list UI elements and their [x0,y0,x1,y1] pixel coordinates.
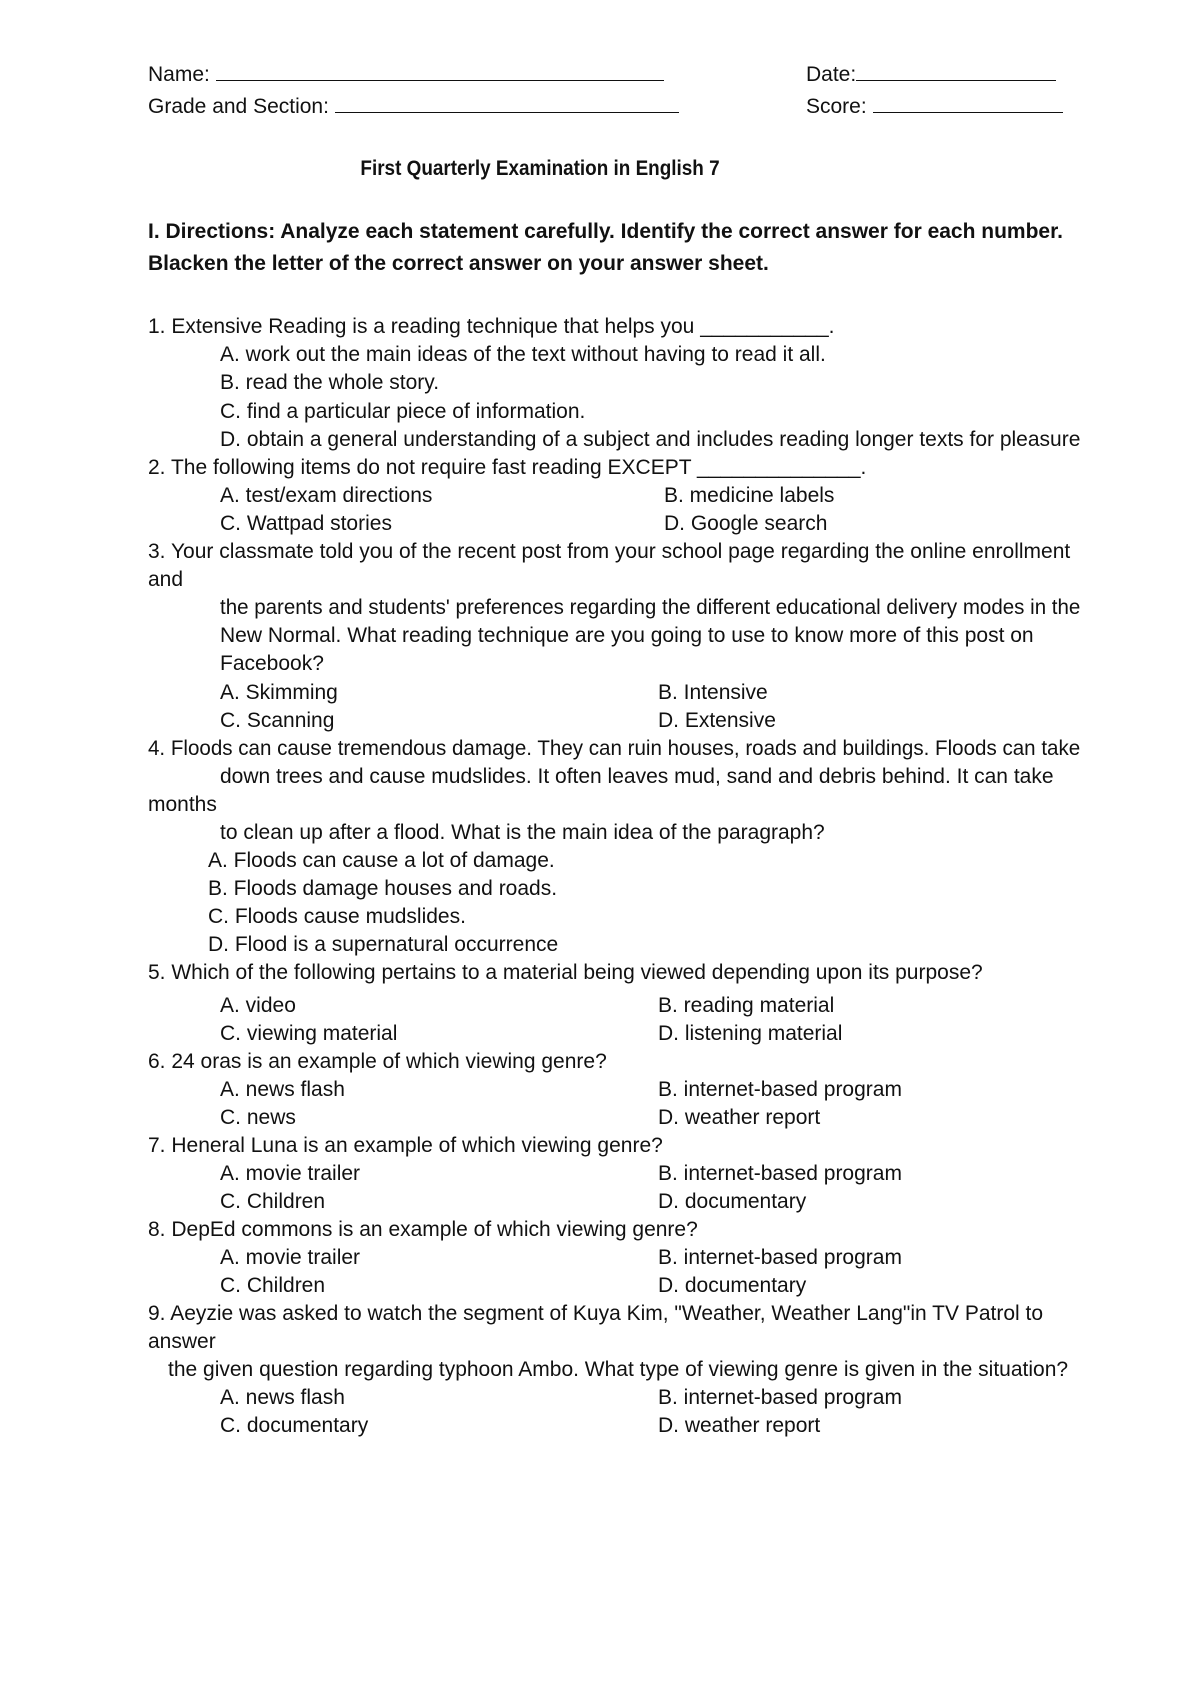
directions-line-1: I. Directions: Analyze each statement carefully. Identify the correct answer for each number. [148,220,1063,243]
q4-choice-d[interactable]: D. Flood is a supernatural occurrence [208,933,559,956]
question-3-line-4: New Normal. What reading technique are you going to use to know more of this post on [220,624,1034,647]
q9-choice-d[interactable]: D. weather report [658,1414,821,1437]
score-field [806,92,1063,120]
q4-choice-a[interactable]: A. Floods can cause a lot of damage. [208,849,555,872]
question-6: 6. 24 oras is an example of which viewing genre? [148,1050,607,1073]
question-7: 7. Heneral Luna is an example of which viewing genre? [148,1134,663,1157]
q7-choice-d[interactable]: D. documentary [658,1190,807,1213]
directions-line-2: Blacken the letter of the correct answer on your answer sheet. [148,252,769,275]
q7-choice-a[interactable]: A. movie trailer [220,1162,361,1185]
q9-choice-c[interactable]: C. documentary [220,1414,369,1437]
date-field [806,60,1056,88]
question-3-line-5: Facebook? [220,652,324,675]
q1-choice-c[interactable]: C. find a particular piece of information. [220,400,586,423]
q4-choice-c[interactable]: C. Floods cause mudslides. [208,905,466,928]
q8-choice-c[interactable]: C. Children [220,1274,326,1297]
question-3-line-1: 3. Your classmate told you of the recent post from your school page regarding the online enrollment [148,540,1071,563]
question-3-line-2: and [148,568,184,591]
q7-choice-c[interactable]: C. Children [220,1190,326,1213]
exam-title: First Quarterly Examination in English 7 [360,157,720,180]
q6-choice-a[interactable]: A. news flash [220,1078,345,1101]
grade-section-field [148,92,679,120]
question-4-line-4: to clean up after a flood. What is the main idea of the paragraph? [220,821,825,844]
q6-choice-b[interactable]: B. internet-based program [658,1078,902,1101]
q7-choice-b[interactable]: B. internet-based program [658,1162,902,1185]
question-4-line-3: months [148,793,217,816]
question-2: 2. The following items do not require fast reading EXCEPT ______________. [148,456,867,479]
q4-choice-b[interactable]: B. Floods damage houses and roads. [208,877,558,900]
name-blank[interactable] [216,60,664,81]
q3-choice-a[interactable]: A. Skimming [220,681,338,704]
date-blank[interactable] [856,60,1056,81]
q6-choice-d[interactable]: D. weather report [658,1106,821,1129]
grade-section-blank[interactable] [335,92,679,113]
q5-choice-d[interactable]: D. listening material [658,1022,843,1045]
q1-choice-a[interactable]: A. work out the main ideas of the text without having to read it all. [220,343,826,366]
q8-choice-d[interactable]: D. documentary [658,1274,807,1297]
question-8: 8. DepEd commons is an example of which viewing genre? [148,1218,698,1241]
q8-choice-b[interactable]: B. internet-based program [658,1246,902,1269]
q6-choice-c[interactable]: C. news [220,1106,296,1129]
question-9-line-3: the given question regarding typhoon Ambo. What type of viewing genre is given in the situation? [168,1358,1069,1381]
question-4-line-1: 4. Floods can cause tremendous damage. They can ruin houses, roads and buildings. Floods can take [148,737,1081,760]
q5-choice-b[interactable]: B. reading material [658,994,835,1017]
name-label: Name: [148,63,210,86]
q1-choice-b[interactable]: B. read the whole story. [220,371,440,394]
question-3-line-3: the parents and students' preferences regarding the different educational delivery modes in the [220,596,1081,619]
question-9-line-2: answer [148,1330,216,1353]
grade-section-label: Grade and Section: [148,95,329,118]
q8-choice-a[interactable]: A. movie trailer [220,1246,361,1269]
q2-choice-b[interactable]: B. medicine labels [664,484,835,507]
question-4-line-2: down trees and cause mudslides. It often leaves mud, sand and debris behind. It can take [220,765,1054,788]
question-9-line-1: 9. Aeyzie was asked to watch the segment of Kuya Kim, "Weather, Weather Lang"in TV Patrol to [148,1302,1044,1325]
question-1: 1. Extensive Reading is a reading technique that helps you ___________. [148,315,835,338]
q2-choice-d[interactable]: D. Google search [664,512,828,535]
score-label: Score: [806,95,867,118]
q2-choice-c[interactable]: C. Wattpad stories [220,512,392,535]
q3-choice-d[interactable]: D. Extensive [658,709,776,732]
q2-choice-a[interactable]: A. test/exam directions [220,484,433,507]
score-blank[interactable] [873,92,1063,113]
date-label: Date: [806,63,857,86]
q9-choice-a[interactable]: A. news flash [220,1386,345,1409]
q3-choice-c[interactable]: C. Scanning [220,709,335,732]
q5-choice-a[interactable]: A. video [220,994,296,1017]
q5-choice-c[interactable]: C. viewing material [220,1022,398,1045]
q3-choice-b[interactable]: B. Intensive [658,681,768,704]
name-field [148,60,664,88]
q1-choice-d[interactable]: D. obtain a general understanding of a subject and includes reading longer texts for pleasure [220,428,1081,451]
question-5: 5. Which of the following pertains to a material being viewed depending upon its purpose? [148,961,983,984]
q9-choice-b[interactable]: B. internet-based program [658,1386,902,1409]
